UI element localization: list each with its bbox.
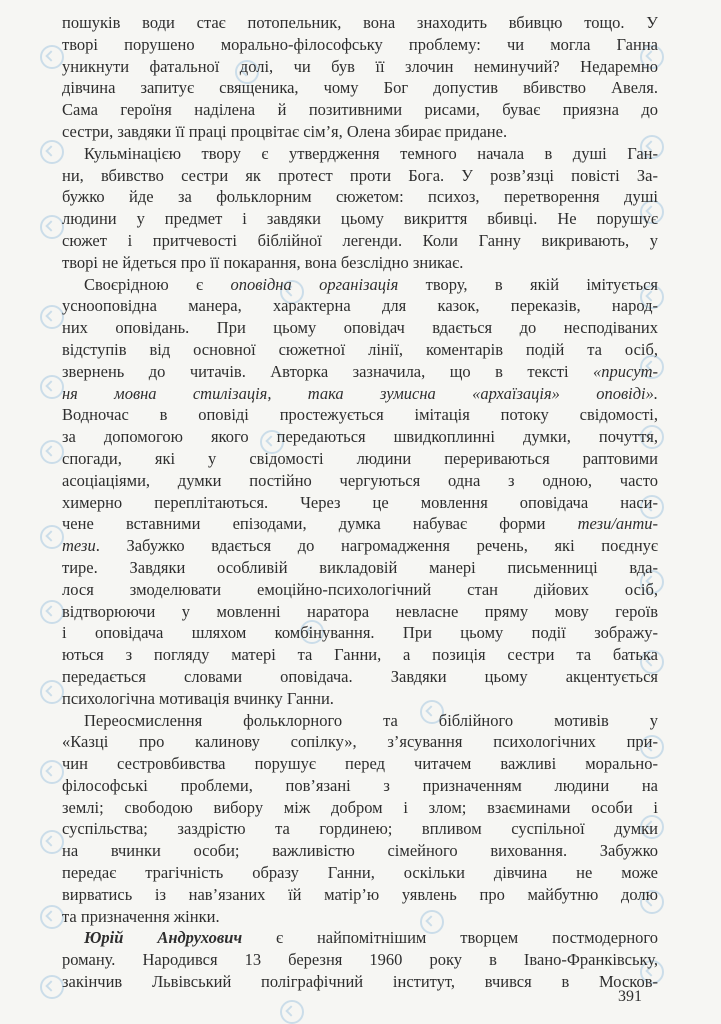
text-line <box>62 404 658 426</box>
text-segment: вирватись із нав’язаних їй матір’ю уявлень про майбутню долю <box>62 884 658 904</box>
text-line <box>62 143 658 165</box>
watermark-logo-icon <box>40 440 64 464</box>
text-line <box>62 840 658 862</box>
text-line <box>62 99 658 121</box>
watermark-logo-icon <box>40 680 64 704</box>
text-line <box>62 426 658 448</box>
text-segment: землі; свободою вибору між добром і злом; взаєминами особи і <box>62 797 658 817</box>
text-segment: ються з погляду матері та Ганни, а позиція сестри та батька <box>62 645 658 665</box>
text-line <box>62 535 658 557</box>
text-line <box>62 383 658 405</box>
text-line <box>62 12 658 34</box>
text-line <box>62 557 658 579</box>
text-segment: уснооповідна манера, характерна для казок, переказів, народ- <box>62 296 658 316</box>
watermark-logo-icon <box>40 140 64 164</box>
watermark-logo-icon <box>40 375 64 399</box>
text-line <box>62 818 658 840</box>
page-number: 391 <box>618 988 642 1005</box>
text-segment: психологічна мотивація вчинку Ганни. <box>62 688 334 708</box>
text-segment: химерно переплітаються. Через це мовлення оповідача наси- <box>62 492 658 512</box>
text-segment: твору, в якій імітується <box>398 274 659 294</box>
text-line <box>62 513 658 535</box>
text-line <box>62 971 658 993</box>
watermark-logo-icon <box>40 600 64 624</box>
text-segment: закінчив Львівський поліграфічний інститут, вчився в Москов- <box>62 972 658 992</box>
text-line <box>62 622 658 644</box>
text-line <box>62 295 658 317</box>
text-segment: бужко йде за фольклорним сюжетом: психоз, перетворення душі <box>62 187 658 207</box>
text-line <box>62 927 658 949</box>
emphasized-text: Юрій Андрухович <box>84 928 243 948</box>
text-line <box>62 492 658 514</box>
text-line <box>62 186 658 208</box>
text-line <box>62 775 658 797</box>
text-line <box>62 121 658 143</box>
text-segment: філософські проблеми, пов’язані з призначенням людини на <box>62 775 658 795</box>
text-line <box>62 731 658 753</box>
text-line <box>62 34 658 56</box>
text-segment: Своєрідною є <box>84 274 231 294</box>
text-line <box>62 797 658 819</box>
text-segment: передається словами оповідача. Завдяки цьому акцентується <box>62 666 658 686</box>
watermark-logo-icon <box>40 905 64 929</box>
text-line <box>62 339 658 361</box>
text-segment: них оповідань. При цьому оповідач вдається до несподіваних <box>62 318 658 338</box>
text-segment: пошуків води стає потопельник, вона знаходить вбивцю тощо. У <box>62 13 658 32</box>
text-line <box>62 884 658 906</box>
text-line <box>62 56 658 78</box>
text-segment: відступів від основної сюжетної лінії, коментарів подій та осіб, <box>62 339 658 359</box>
text-line <box>62 448 658 470</box>
text-segment: . Забужко вдається до нагромадження речень, які поєднує <box>95 536 658 556</box>
text-segment: на вчинки особи; важливістю сімейного виховання. Забужко <box>62 841 658 861</box>
text-segment: уникнути фатальної долі, чи був її злочин неминучий? Недаремно <box>62 56 658 76</box>
text-line <box>62 753 658 775</box>
text-segment: відтворюючи у мовленні наратора невласне пряму мову героїв <box>62 601 658 621</box>
text-segment: ни, вбивство сестри як протест проти Бога. У розв’язці повісті За- <box>62 165 658 185</box>
text-segment: лося змоделювати емоційно-психологічний стан дійових осіб, <box>62 579 658 599</box>
text-line <box>62 949 658 971</box>
text-line <box>62 601 658 623</box>
text-segment: спогади, які у свідомості людини перериваються раптовими <box>62 448 658 468</box>
emphasized-text: тези <box>62 536 96 556</box>
text-segment: творі порушено морально-філософську проблему: чи могла Ганна <box>62 34 658 54</box>
text-segment: асоціаціями, думки постійно чергуються одна з одною, часто <box>62 470 658 490</box>
watermark-logo-icon <box>40 830 64 854</box>
text-line <box>62 317 658 339</box>
text-line <box>62 165 658 187</box>
text-segment: за допомогою якого передаються швидкоплинні думки, почуття, <box>62 427 658 447</box>
text-segment: суспільства; заздрістю та гординею; впливом суспільної думки <box>62 819 658 839</box>
text-line <box>62 666 658 688</box>
text-segment: Сама героїня наділена й позитивними рисами, буває приязна до <box>62 100 658 120</box>
text-line <box>62 906 658 928</box>
text-line <box>62 710 658 732</box>
text-line <box>62 274 658 296</box>
text-segment: передає трагічність образу Ганни, оскільки дівчина не може <box>62 863 658 883</box>
emphasized-text: тези/анти- <box>577 514 658 534</box>
text-line <box>62 862 658 884</box>
text-segment: роману. Народився 13 березня 1960 року в Івано-Франківську, <box>62 950 658 970</box>
text-line <box>62 644 658 666</box>
watermark-logo-icon <box>40 45 64 69</box>
text-segment: тире. Завдяки особливій викладовій манері письменниці вда- <box>62 557 658 577</box>
text-segment: «Казці про калинову сопілку», з’ясування психологічних при- <box>62 732 658 752</box>
text-line <box>62 361 658 383</box>
emphasized-text: оповідна організація <box>230 274 399 294</box>
text-segment: звернень до читачів. Авторка зазначила, що в тексті <box>62 361 594 381</box>
text-segment: Водночас в оповіді простежується імітація потоку свідомості, <box>62 405 658 425</box>
text-segment: творі не йдеться про її покарання, вона безслідно зникає. <box>62 252 464 272</box>
text-segment: чин сестровбивства порушує перед читачем важливі морально- <box>62 754 658 774</box>
page-body-text <box>62 12 658 993</box>
text-line <box>62 252 658 274</box>
text-segment: Кульмінацією твору є утвердження темного начала в душі Ган- <box>84 143 658 163</box>
text-segment: чене вставними епізодами, думка набуває форми <box>62 514 578 534</box>
text-line <box>62 688 658 710</box>
watermark-logo-icon <box>280 1000 304 1024</box>
text-segment: є найпомітнішим творцем постмодерного <box>242 928 659 948</box>
text-line <box>62 579 658 601</box>
text-segment: Переосмислення фольклорного та біблійного мотивів у <box>84 710 658 730</box>
watermark-logo-icon <box>40 975 64 999</box>
text-segment: та призначення жінки. <box>62 906 220 926</box>
text-segment: дівчина запитує священика, чому Бог допустив вбивство Авеля. <box>62 78 658 98</box>
text-segment: сестри, завдяки її праці процвітає сім’я, Олена збирає придане. <box>62 121 508 141</box>
text-line <box>62 77 658 99</box>
watermark-logo-icon <box>40 760 64 784</box>
text-line <box>62 470 658 492</box>
text-segment: людини у предмет і завдяки цьому викриття вбивці. Не порушує <box>62 209 658 229</box>
emphasized-text: ня мовна стилізація, така зумисна «архаїзація» оповіді». <box>62 383 658 403</box>
watermark-logo-icon <box>40 305 64 329</box>
text-line <box>62 208 658 230</box>
watermark-logo-icon <box>40 525 64 549</box>
emphasized-text: «присут- <box>593 361 658 381</box>
text-line <box>62 230 658 252</box>
text-segment: сюжет і притчевості біблійної легенди. Коли Ганну викривають, у <box>62 230 658 250</box>
watermark-logo-icon <box>40 215 64 239</box>
text-segment: і оповідача шляхом комбінування. При цьому події зображу- <box>62 623 658 643</box>
